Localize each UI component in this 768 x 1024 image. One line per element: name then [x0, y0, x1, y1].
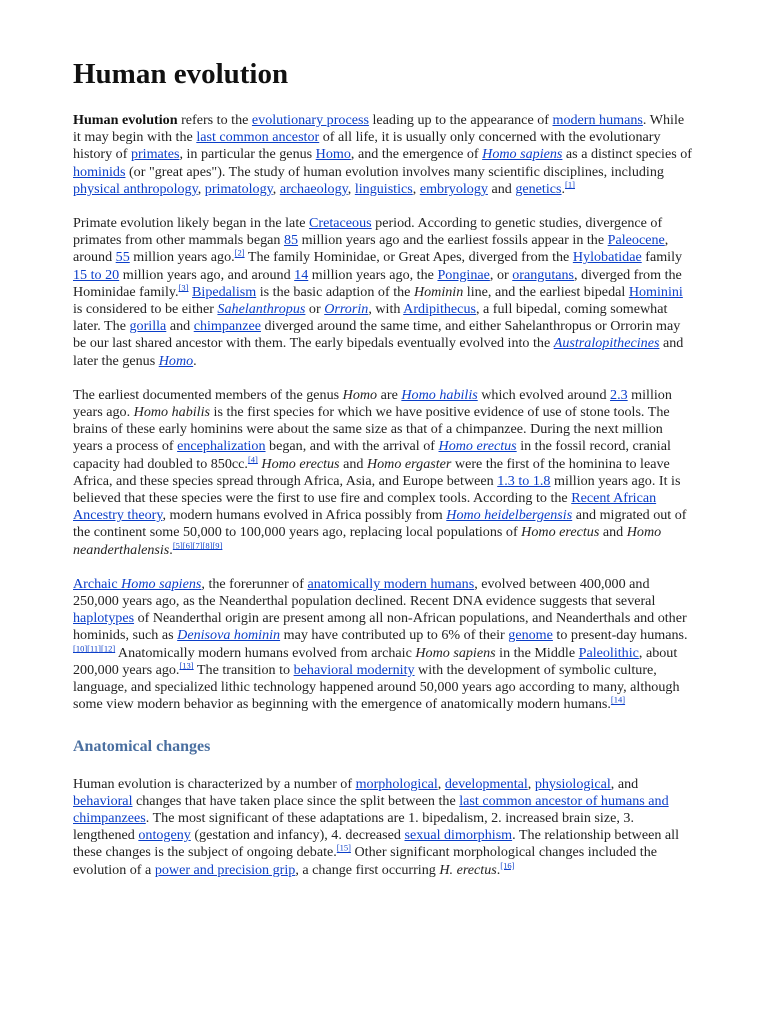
link-behavioral-modernity[interactable]: behavioral modernity: [293, 661, 415, 678]
link-bipedalism[interactable]: Bipedalism: [192, 283, 257, 300]
link-1-3-to-1-8[interactable]: 1.3 to 1.8: [497, 472, 551, 489]
link-encephalization[interactable]: encephalization: [177, 438, 266, 455]
link-orangutans[interactable]: orangutans: [512, 266, 575, 283]
link-genetics[interactable]: genetics: [515, 180, 562, 197]
primate-evolution-paragraph: Primate evolution likely began in the late Cretaceous period. According to genetic studies, divergence of primates from other mammals began 85 million years ago and the earliest fossils appear in the Paleocene, around 55 million years ago.[2] The family Hominidae, or Great Apes, diverged from the Hylobatidae family 15 to 20 million years ago, and around 14 million years ago, the Ponginae, or orangutans, diverged from the Hominidae family.[3] Bipedalism is the basic adaption of the Hominin line, and the earliest bipedal Hominini is considered to be either Sahelanthropus or Orrorin, with Ardipithecus, a full bipedal, coming somewhat later. The gorilla and chimpanzee diverged around the same time, and either Sahelanthropus or Orrorin may be our last shared ancestor with them. The early bipedals eventually evolved into the Australopithecines and later the genus Homo.: [73, 215, 684, 369]
link-archaic-homo-sapiens[interactable]: Archaic Homo sapiens: [73, 575, 202, 592]
link-recent-african-ancestry[interactable]: Recent African Ancestry theory: [73, 490, 657, 524]
link-ponginae[interactable]: Ponginae: [437, 266, 490, 283]
article: [73, 56, 695, 896]
link-homo-heidelbergensis[interactable]: Homo heidelbergensis: [446, 507, 573, 524]
link-homo-erectus[interactable]: Homo erectus: [438, 438, 517, 455]
link-sexual-dimorphism[interactable]: sexual dimorphism: [404, 827, 513, 844]
genus-homo-paragraph: The earliest documented members of the genus Homo are Homo habilis which evolved around 2.3 million years ago. Homo habilis is the first species for which we have positive evidence of use of stone tools. The brains of these early hominins were about the same size as that of a chimpanzee. During the next million years a process of encephalization began, and with the arrival of Homo erectus in the fossil record, cranial capacity had doubled to 850cc.[4] Homo erectus and Homo ergaster were the first of the hominina to leave Africa, and these species spread through Africa, Asia, and Europe between 1.3 to 1.8 million years ago. It is believed that these species were the first to use fire and complex tools. According to the Recent African Ancestry theory, modern humans evolved in Africa possibly from Homo heidelbergensis and migrated out of the continent some 50,000 to 100,000 years ago, replacing local populations of Homo erectus and Homo neanderthalensis.[5][6][7][8][9]: [73, 386, 687, 558]
page-title: Human evolution: [73, 58, 289, 90]
link-behavioral[interactable]: behavioral: [73, 792, 133, 809]
citation-link[interactable]: [16]: [500, 859, 515, 870]
link-hylobatidae[interactable]: Hylobatidae: [572, 249, 642, 266]
link-physical-anthropology[interactable]: physical anthropology: [73, 180, 198, 197]
link-gorilla[interactable]: gorilla: [129, 318, 167, 335]
link-paleolithic[interactable]: Paleolithic: [578, 644, 639, 661]
link-ontogeny[interactable]: ontogeny: [138, 827, 191, 844]
link-anatomically-modern-humans[interactable]: anatomically modern humans: [307, 575, 475, 592]
citation-link[interactable]: [1]: [565, 179, 575, 190]
section-heading-anatomical-changes: Anatomical changes: [73, 737, 211, 755]
citation-link[interactable]: [4]: [247, 453, 258, 464]
link-chimpanzee[interactable]: chimpanzee: [193, 318, 261, 335]
link-homo-habilis[interactable]: Homo habilis: [401, 386, 478, 403]
link-primates[interactable]: primates: [130, 146, 180, 163]
link-denisova-hominin[interactable]: Denisova hominin: [177, 627, 281, 644]
link-orrorin[interactable]: Orrorin: [324, 301, 369, 318]
citation-link[interactable]: [2]: [234, 247, 245, 258]
link-14[interactable]: 14: [294, 266, 309, 283]
link-sahelanthropus[interactable]: Sahelanthropus: [217, 301, 306, 318]
link-physiological[interactable]: physiological: [534, 775, 611, 792]
link-last-common-ancestor-humans-chimpanzees[interactable]: last common ancestor of humans and chimpanzees: [73, 792, 669, 826]
link-archaeology[interactable]: archaeology: [279, 180, 348, 197]
link-2-3[interactable]: 2.3: [610, 386, 628, 403]
link-genome[interactable]: genome: [508, 627, 553, 644]
link-homo-genus[interactable]: Homo: [158, 352, 194, 369]
link-cretaceous[interactable]: Cretaceous: [309, 215, 372, 232]
bold-term: Human evolution: [73, 112, 178, 128]
link-paleocene[interactable]: Paleocene: [607, 232, 665, 249]
link-embryology[interactable]: embryology: [419, 180, 488, 197]
link-morphological[interactable]: morphological: [355, 775, 438, 792]
citation-link[interactable]: [14]: [610, 694, 626, 705]
archaic-sapiens-paragraph: Archaic Homo sapiens, the forerunner of anatomically modern humans, evolved between 400,000 and 250,000 years ago, as the Neanderthal population declined. Recent DNA evidence suggests that several haplotypes of Neanderthal origin are present among all non-African populations, and Neanderthals and other hominids, such as Denisova hominin may have contributed up to 6% of their genome to present-day humans.[10][11][12] Anatomically modern humans evolved from archaic Homo sapiens in the Middle Paleolithic, about 200,000 years ago.[13] The transition to behavioral modernity with the development of symbolic culture, language, and specialized lithic technology happened around 50,000 years ago according to many, although some view modern behavior as beginning with the emergence of anatomically modern humans.[14]: [73, 575, 688, 713]
link-primatology[interactable]: primatology: [204, 180, 273, 197]
citation-link[interactable]: [10][11][12]: [73, 643, 116, 653]
citation-link[interactable]: [15]: [336, 842, 351, 853]
link-homo-sapiens[interactable]: Homo sapiens: [482, 146, 563, 163]
link-haplotypes[interactable]: haplotypes: [73, 610, 135, 627]
citation-link[interactable]: [13]: [179, 660, 194, 671]
link-85[interactable]: 85: [283, 232, 299, 249]
link-hominids[interactable]: hominids: [73, 163, 126, 180]
link-modern-humans[interactable]: modern humans: [552, 112, 643, 128]
link-55[interactable]: 55: [115, 249, 130, 266]
link-australopithecines[interactable]: Australopithecines: [553, 335, 660, 352]
link-last-common-ancestor[interactable]: last common ancestor: [196, 129, 320, 146]
link-evolutionary-process[interactable]: evolutionary process: [251, 112, 369, 128]
link-hominini[interactable]: Hominini: [628, 283, 683, 300]
link-developmental[interactable]: developmental: [444, 775, 528, 792]
citation-link[interactable]: [5][6][7][8][9]: [172, 539, 223, 550]
link-linguistics[interactable]: linguistics: [354, 180, 413, 197]
link-power-precision-grip[interactable]: power and precision grip: [154, 861, 296, 878]
link-ardipithecus[interactable]: Ardipithecus: [403, 301, 476, 318]
citation-link[interactable]: [3]: [178, 282, 189, 293]
anatomical-changes-paragraph: Human evolution is characterized by a number of morphological, developmental, physiological, and behavioral changes that have taken place since the split between the last common ancestor of humans and chimpanzees. The most significant of these adaptations are 1. bipedalism, 2. increased brain size, 3. lengthened ontogeny (gestation and infancy), 4. decreased sexual dimorphism. The relationship between all these changes is the subject of ongoing debate.[15] Other significant morphological changes included the evolution of a power and precision grip, a change first occurring H. erectus.[16]: [73, 775, 679, 878]
link-homo[interactable]: Homo: [315, 146, 351, 163]
intro-paragraph: Human evolution refers to the evolutionary process leading up to the appearance of modern humans. While it may begin with the last common ancestor of all life, it is usually only concerned with the evolutionary history of primates, in particular the genus Homo, and the emergence of Homo sapiens as a distinct species of hominids (or "great apes"). The study of human evolution involves many scientific disciplines, including physical anthropology, primatology, archaeology, linguistics, embryology and genetics.[1]: [73, 112, 692, 197]
link-15-to-20[interactable]: 15 to 20: [73, 266, 120, 283]
